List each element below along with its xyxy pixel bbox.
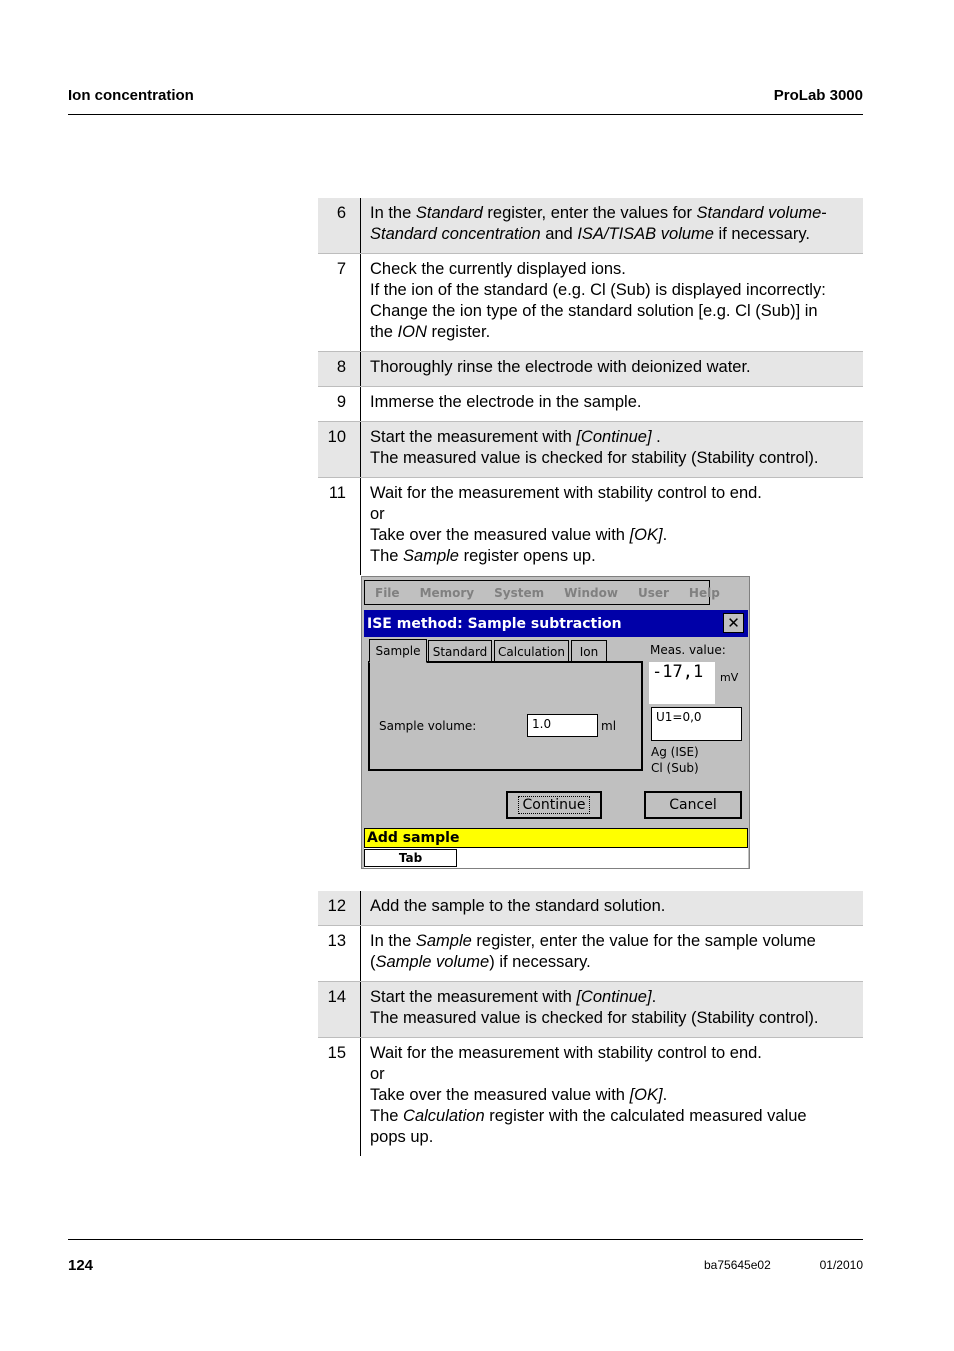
step-text-segment: or [370, 505, 385, 523]
step-text-segment: Thoroughly rinse the electrode with deionized water. [370, 358, 751, 376]
step-text-segment: register. [426, 323, 491, 341]
step-text-segment: and [540, 225, 578, 243]
step-number: 11 [318, 478, 361, 575]
electrode-label: Ag (ISE) [651, 745, 699, 759]
continue-button-label: Continue [518, 796, 591, 814]
tab-ion[interactable]: Ion [571, 640, 607, 662]
menu-item[interactable]: User [637, 585, 669, 600]
step-text-segment: [Continue] [576, 988, 652, 1006]
product-name: ProLab 3000 [773, 87, 863, 104]
step-text-segment: The measured value is checked for stability (Stability control). [370, 1009, 819, 1027]
step-line [370, 224, 855, 245]
step-text-segment: Immerse the electrode in the sample. [370, 393, 642, 411]
step-line [370, 1127, 855, 1148]
tab-softkey[interactable]: Tab [364, 849, 457, 867]
step-line [370, 546, 855, 567]
step-row [318, 422, 863, 478]
step-row [318, 254, 863, 352]
step-line [370, 931, 855, 952]
tab-calculation[interactable]: Calculation [494, 640, 569, 662]
step-text [361, 1038, 863, 1156]
cancel-button-label: Cancel [669, 797, 717, 813]
step-text-segment: The measured value is checked for stability (Stability control). [370, 449, 819, 467]
step-text-segment: Change the ion type of the standard solution [e.g. Cl (Sub)] in [370, 302, 818, 320]
document-id: ba75645e02 [704, 1258, 771, 1272]
step-text-segment: . [662, 1086, 668, 1104]
step-text-segment: [Continue] [576, 428, 652, 446]
step-line [370, 1008, 855, 1029]
step-text-segment: Standard concentration [370, 225, 541, 243]
step-text-segment: register, enter the value for the sample volume [471, 932, 816, 950]
step-text-segment: [OK] [629, 1086, 663, 1104]
step-text [361, 254, 863, 351]
step-text [361, 352, 863, 386]
step-line [370, 525, 855, 546]
step-number: 8 [318, 352, 361, 386]
step-text [361, 387, 863, 421]
step-line [370, 952, 855, 973]
step-text-segment: the [370, 323, 398, 341]
step-text-segment: Start the measurement with [370, 988, 577, 1006]
step-line [370, 448, 855, 469]
step-text [361, 926, 863, 981]
page-number: 124 [68, 1257, 94, 1274]
step-line [370, 1043, 855, 1064]
step-text-segment: Check the currently displayed ions. [370, 260, 626, 278]
step-text-segment: In the [370, 204, 416, 222]
step-text-segment: or [370, 1065, 385, 1083]
header-rule [68, 114, 863, 115]
step-line [370, 392, 855, 413]
ion-label: Cl (Sub) [651, 761, 699, 775]
step-text-segment: Sample [415, 932, 472, 950]
menu-item[interactable]: Memory [419, 585, 475, 600]
dialog-title: ISE method: Sample subtraction [367, 615, 622, 632]
step-text-segment: In the [370, 932, 416, 950]
dialog-titlebar [364, 610, 748, 637]
step-number: 14 [318, 982, 361, 1037]
step-text-segment: Start the measurement with [370, 428, 577, 446]
step-text-segment: - [821, 204, 827, 222]
step-text-segment: Wait for the measurement with stability control to end. [370, 484, 762, 502]
step-text-segment: Standard volume [696, 204, 822, 222]
step-number: 7 [318, 254, 361, 351]
step-text-segment: pops up. [370, 1128, 434, 1146]
footer-rule [68, 1239, 863, 1240]
step-text-segment: The [370, 1107, 404, 1125]
sample-volume-unit: ml [601, 719, 617, 733]
step-row [318, 198, 863, 254]
menu-item[interactable]: System [494, 585, 545, 600]
step-number: 12 [318, 891, 361, 925]
step-text-segment: The [370, 547, 404, 565]
sample-volume-label: Sample volume: [379, 719, 477, 733]
step-text-segment: Calculation [403, 1107, 485, 1125]
step-text [361, 198, 863, 253]
step-text-segment: Take over the measured value with [370, 526, 630, 544]
step-line [370, 259, 855, 280]
step-number: 13 [318, 926, 361, 981]
step-text-segment: . [651, 988, 657, 1006]
sample-tab-panel [368, 661, 643, 771]
step-text [361, 982, 863, 1037]
step-text-segment: Wait for the measurement with stability control to end. [370, 1044, 762, 1062]
step-text-segment: ( [370, 953, 376, 971]
step-line [370, 301, 855, 322]
meas-unit: mV [720, 671, 739, 684]
section-title: Ion concentration [68, 87, 194, 104]
step-row [318, 982, 863, 1038]
step-line [370, 1106, 855, 1127]
menu-item[interactable]: Window [564, 585, 618, 600]
meas-value-display: -17,1 [649, 662, 715, 704]
step-number: 9 [318, 387, 361, 421]
step-row [318, 926, 863, 982]
step-text [361, 891, 863, 925]
step-line [370, 280, 855, 301]
steps-table-bottom [318, 891, 863, 1156]
step-text-segment: Add the sample to the standard solution. [370, 897, 666, 915]
step-number: 10 [318, 422, 361, 477]
step-line [370, 987, 855, 1008]
step-row [318, 352, 863, 387]
step-text-segment: Sample volume [375, 953, 490, 971]
step-row [318, 1038, 863, 1156]
step-line [370, 1064, 855, 1085]
tab-standard[interactable]: Standard [428, 640, 492, 662]
step-text-segment: Sample [403, 547, 459, 565]
step-text-segment: ISA/TISAB volume [577, 225, 714, 243]
step-text-segment: [OK] [629, 526, 663, 544]
step-text-segment: If the ion of the standard (e.g. Cl (Sub) is displayed incorrectly: [370, 281, 826, 299]
tab-sample[interactable]: Sample [369, 639, 427, 663]
step-text-segment: Standard [415, 204, 483, 222]
device-screenshot [361, 576, 750, 869]
u1-display: U1=0,0 [651, 707, 742, 741]
step-line [370, 427, 855, 448]
step-row [318, 891, 863, 926]
document-date: 01/2010 [819, 1258, 863, 1272]
menu-item[interactable]: File [375, 585, 400, 600]
steps-table-top [318, 198, 863, 575]
softkey-bar [364, 848, 748, 868]
step-number: 6 [318, 198, 361, 253]
step-line [370, 203, 855, 224]
menu-bar [364, 580, 720, 605]
meas-value-label: Meas. value: [650, 643, 726, 657]
step-text [361, 478, 863, 575]
close-icon[interactable]: ✕ [723, 613, 744, 633]
step-text-segment: register opens up. [458, 547, 596, 565]
sample-volume-input[interactable]: 1.0 [527, 714, 598, 737]
status-bar: Add sample [364, 828, 748, 848]
step-text-segment: . [651, 428, 661, 446]
continue-button[interactable] [506, 791, 602, 819]
step-text-segment: register with the calculated measured value [484, 1107, 807, 1125]
step-text-segment: ION [397, 323, 427, 341]
step-line [370, 1085, 855, 1106]
step-text [361, 422, 863, 477]
step-row [318, 387, 863, 422]
cancel-button[interactable] [644, 791, 742, 819]
step-text-segment: register, enter the values for [482, 204, 697, 222]
step-text-segment: Take over the measured value with [370, 1086, 630, 1104]
step-line [370, 483, 855, 504]
step-line [370, 357, 855, 378]
step-text-segment: if necessary. [713, 225, 810, 243]
step-row [318, 478, 863, 575]
step-line [370, 896, 855, 917]
step-text-segment: . [662, 526, 668, 544]
step-number: 15 [318, 1038, 361, 1156]
step-text-segment: ) if necessary. [489, 953, 591, 971]
step-line [370, 504, 855, 525]
step-line [370, 322, 855, 343]
menu-item[interactable]: Help [688, 585, 720, 600]
